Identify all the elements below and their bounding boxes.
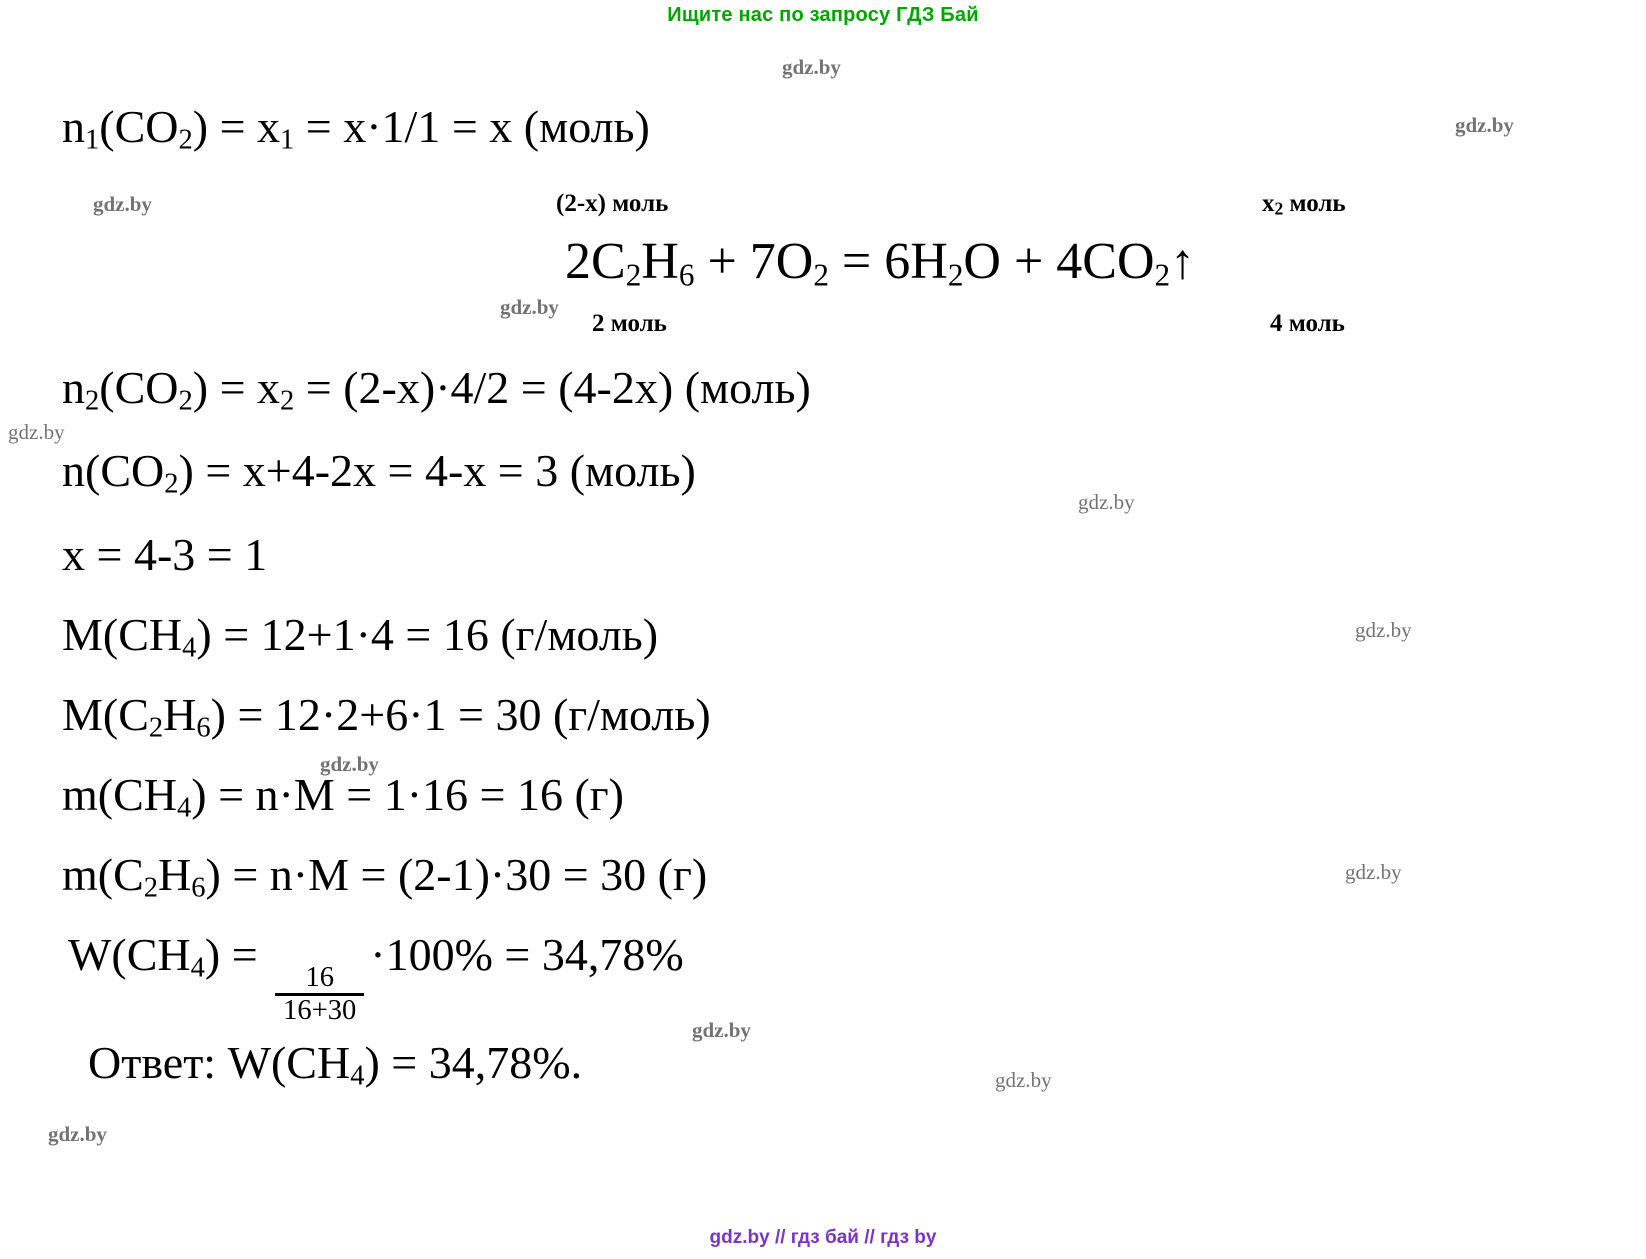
watermark: gdz.by bbox=[995, 1068, 1052, 1092]
watermark: gdz.by bbox=[500, 295, 559, 319]
line-n-co2-total: $n(CO_2) = x+4-2x = 4-x = 3$ (моль) bbox=[62, 445, 696, 500]
label-below-co2: 4 моль bbox=[1270, 310, 1345, 337]
line-m-c2h6: $M(C_2H_6) = 12\cdot 2+6\cdot 1 = 30$ (г/моль) bbox=[62, 689, 711, 744]
watermark: gdz.by bbox=[1345, 860, 1402, 884]
line-fraction-ch4: $W(CH_4)$ = $\frac{16}{16+30}$ ·100% = 34,78% bbox=[68, 929, 684, 1027]
watermark: gdz.by bbox=[93, 192, 152, 216]
watermark: gdz.by bbox=[320, 752, 379, 776]
watermark: gdz.by bbox=[8, 420, 65, 444]
line-n2-co2: $n_2(CO_2) = x_2 = (2-x)\cdot 4/2 = (4-2x)$ (моль) bbox=[62, 362, 811, 417]
line-n1-co2: $n_1(CO_2) = x_1 = x\cdot 1/1 = x$ (моль) bbox=[62, 101, 650, 156]
watermark: gdz.by bbox=[1355, 618, 1412, 642]
watermark: gdz.by bbox=[1455, 113, 1514, 137]
line-x-value: x = 4-3 = 1 bbox=[62, 529, 268, 580]
line-m-ch4: $M(CH_4) = 12+1\cdot 4 = 16$ (г/моль) bbox=[62, 609, 659, 664]
watermark: gdz.by bbox=[48, 1122, 107, 1146]
top-promo-banner: Ищите нас по запросу ГДЗ Бай bbox=[667, 4, 979, 26]
line-mass-c2h6: $m(C_2H_6) = n\cdot M = (2-1)\cdot 30 = 30$ (г) bbox=[62, 849, 708, 904]
bottom-site-banner: gdz.by // гдз бай // гдз by bbox=[709, 1227, 937, 1248]
label-below-ethane: 2 моль bbox=[592, 310, 667, 337]
label-above-ethane: (2-x) моль bbox=[556, 190, 669, 217]
reaction-ethane-combustion: $2C_2H_6 + 7O_2 = 6H_2O$ + $4CO_2↑$ bbox=[565, 233, 1195, 293]
watermark: gdz.by bbox=[782, 55, 841, 79]
line-answer: Ответ: $W(CH_4) = 34,78\%$. bbox=[88, 1037, 583, 1092]
line-mass-ch4: $m(CH_4) = n\cdot M = 1\cdot 16 = 16$ (г) bbox=[62, 769, 624, 824]
watermark: gdz.by bbox=[1078, 490, 1135, 514]
label-above-co2: $x_2$ моль bbox=[1262, 190, 1346, 219]
watermark: gdz.by bbox=[692, 1018, 751, 1042]
